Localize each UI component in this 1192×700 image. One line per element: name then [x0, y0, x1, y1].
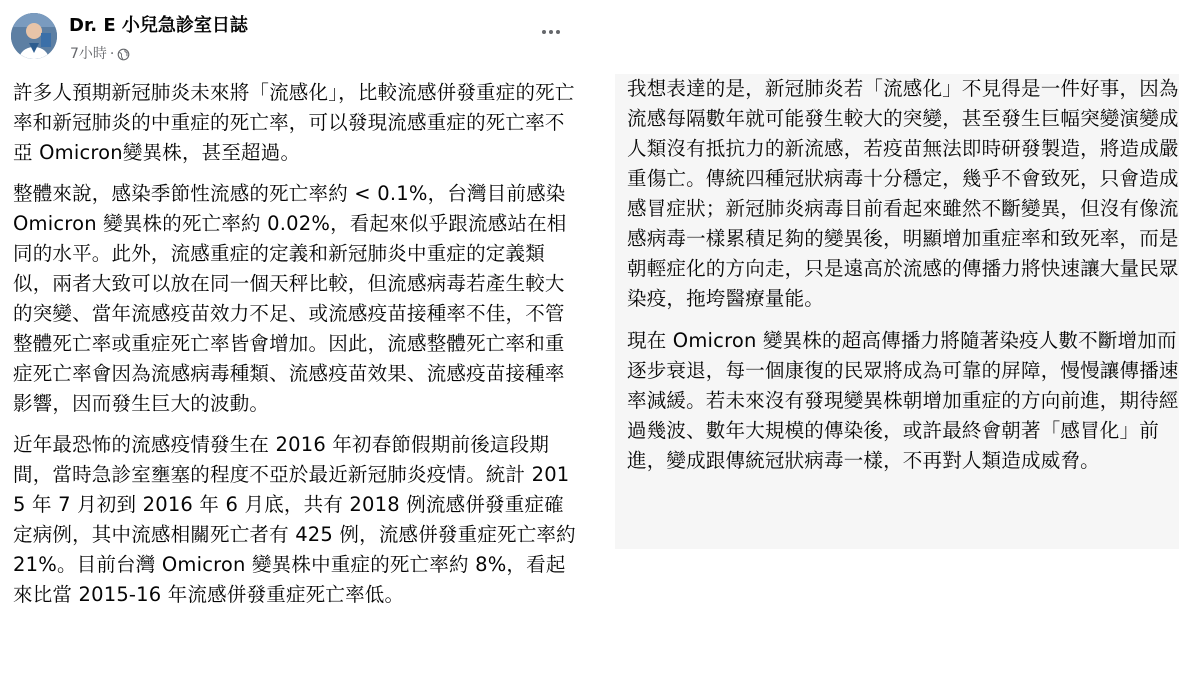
post-meta	[70, 44, 130, 64]
avatar[interactable]	[11, 13, 57, 59]
paragraph-5: 現在 Omicron 變異株的超高傳播力將隨著染疫人數不斷增加而逐步衰退，每一個康復的民眾將成為可靠的屏障，慢慢讓傳播速率減緩。若未來沒有發現變異株朝增加重症的方向前進，期待經過幾波、數年大規模的傳染後，或許最終會朝著「感冒化」前進，變成跟傳統冠狀病毒一樣，不再對人類造成威脅。	[627, 329, 1179, 472]
paragraph-3: 近年最恐怖的流感疫情發生在 2016 年初春節假期前後這段期間，當時急診室壅塞的程度不亞於最近新冠肺炎疫情。統計 2015 年 7 月初到 2016 年 6 月底，共有 2018 例流感併發重症確定病例，其中流感相關死亡者有 425 例，流感併發重症死亡率約 21%。目前台灣 Omicron 變異株中重症的死亡率約 8%，看起來比當 2015-16 年流感併發重症死亡率低。	[13, 433, 576, 606]
meta-separator: ·	[109, 46, 115, 62]
paragraph-1: 許多人預期新冠肺炎未來將「流感化」，比較流感併發重症的死亡率和新冠肺炎的中重症的死亡率，可以發現流感重症的死亡率不亞 Omicron變異株，甚至超過。	[13, 81, 575, 164]
post-text-right-column	[615, 74, 1179, 549]
post-timestamp[interactable]: 7小時	[70, 46, 107, 62]
paragraph-4: 我想表達的是，新冠肺炎若「流感化」不見得是一件好事，因為流感每隔數年就可能發生較大的突變，甚至發生巨幅突變演變成人類沒有抵抗力的新流感，若疫苗無法即時研發製造，將造成嚴重傷亡。傳統四種冠狀病毒十分穩定，幾乎不會致死，只會造成感冒症狀；新冠肺炎病毒目前看起來雖然不斷變異，但沒有像流感病毒一樣累積足夠的變異後，明顯增加重症率和致死率，而是朝輕症化的方向走，只是遠高於流感的傳播力將快速讓大量民眾染疫，拖垮醫療量能。	[627, 77, 1179, 310]
avatar-image	[11, 13, 57, 59]
more-options-icon	[542, 30, 560, 34]
more-options-button[interactable]	[534, 18, 568, 46]
globe-icon[interactable]	[117, 48, 130, 61]
author-name[interactable]: Dr. E 小兒急診室日誌	[69, 15, 248, 36]
post-text-left-column	[13, 78, 579, 610]
paragraph-2: 整體來說，感染季節性流感的死亡率約 < 0.1%，台灣目前感染 Omicron 變異株的死亡率約 0.02%，看起來似乎跟流感站在相同的水平。此外，流感重症的定義和新冠肺炎中重症的定義類似，兩者大致可以放在同一個天秤比較，但流感病毒若產生較大的突變、當年流感疫苗效力不足、或流感疫苗接種率不佳，不管整體死亡率或重症死亡率皆會增加。因此，流感整體死亡率和重症死亡率會因為流感病毒種類、流感疫苗效果、流感疫苗接種率影響，因而發生巨大的波動。	[13, 182, 567, 415]
